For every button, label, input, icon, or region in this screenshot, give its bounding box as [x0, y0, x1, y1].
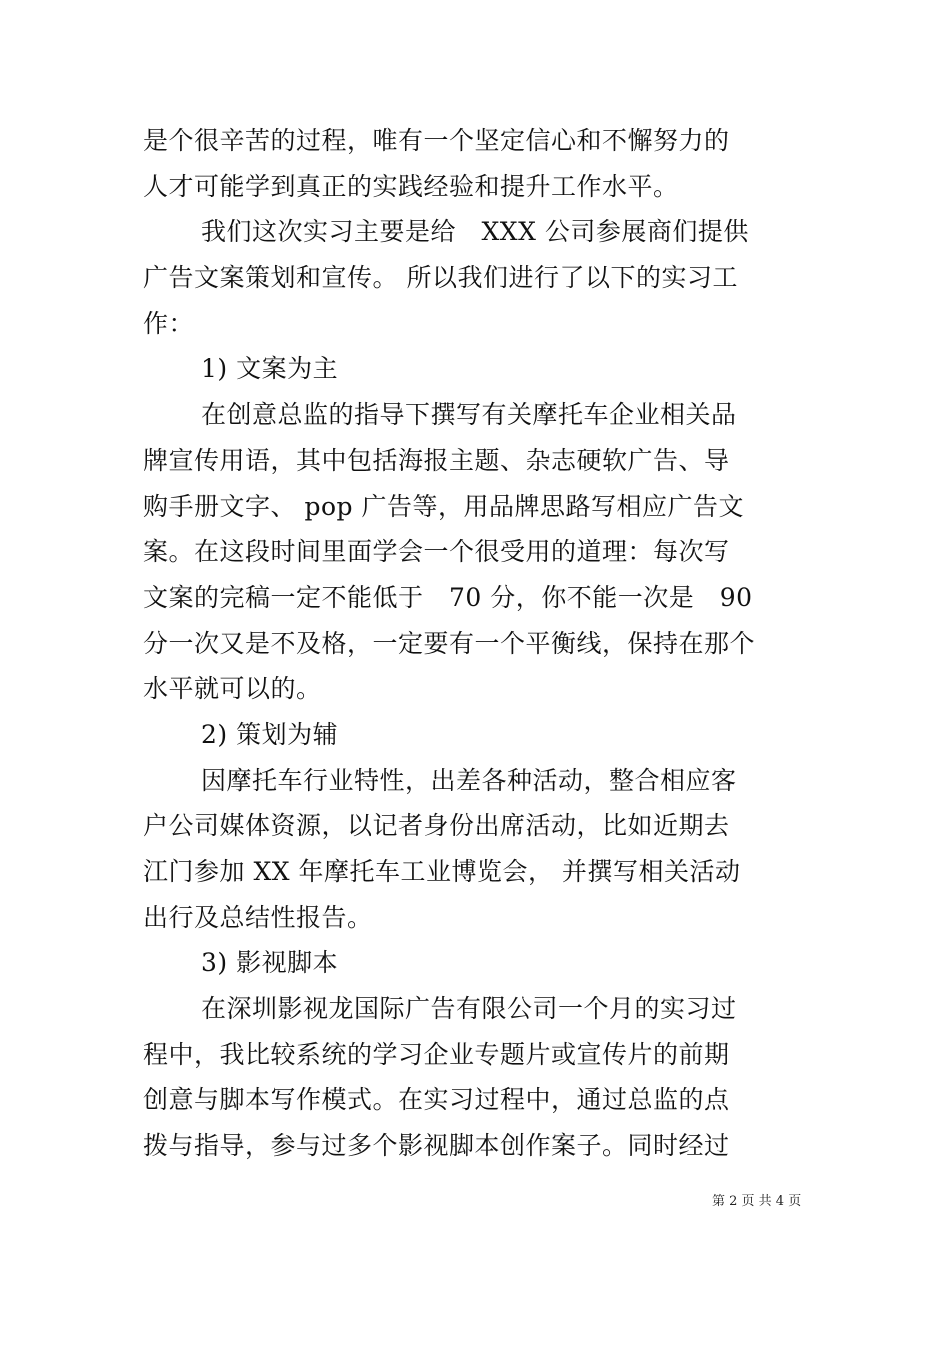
text-line: 分一次又是不及格，一定要有一个平衡线，保持在那个: [143, 628, 756, 658]
text-line: 创意与脚本写作模式。在实习过程中，通过总监的点: [143, 1085, 730, 1115]
text-line: 是个很辛苦的过程，唯有一个坚定信心和不懈努力的: [143, 126, 730, 155]
text-line: 我们这次实习主要是给 XXX 公司参展商们提供: [201, 217, 749, 247]
text-line: 拨与指导，参与过多个影视脚本创作案子。同时经过: [143, 1131, 730, 1161]
section-heading: 1) 文案为主: [201, 354, 339, 384]
text-line: 文案的完稿一定不能低于 70 分，你不能一次是 90: [143, 582, 753, 612]
text-line: 程中，我比较系统的学习企业专题片或宣传片的前期: [143, 1039, 730, 1069]
text-line: 在深圳影视龙国际广告有限公司一个月的实习过: [201, 994, 737, 1024]
section-heading: 2) 策划为辅: [201, 719, 339, 749]
text-line: 案。在这段时间里面学会一个很受用的道理：每次写: [143, 537, 730, 567]
text-line: 水平就可以的。: [143, 674, 322, 704]
text-line: 户公司媒体资源，以记者身份出席活动，比如近期去: [143, 811, 730, 841]
text-line: 牌宣传用语，其中包括海报主题、杂志硬软广告、导: [143, 445, 730, 475]
text-line: 广告文案策划和宣传。 所以我们进行了以下的实习工: [143, 263, 738, 293]
text-line: 作：: [143, 308, 195, 338]
page-number-footer: 第 2 页 共 4 页: [712, 1194, 802, 1209]
text-line: 人才可能学到真正的实践经验和提升工作水平。: [143, 171, 679, 201]
text-line: 在创意总监的指导下撰写有关摩托车企业相关品: [201, 400, 737, 430]
text-line: 出行及总结性报告。: [143, 902, 373, 932]
text-line: 因摩托车行业特性，出差各种活动，整合相应客: [201, 765, 737, 795]
section-heading: 3) 影视脚本: [201, 948, 339, 978]
body-text: [143, 118, 803, 1169]
text-line: 江门参加 XX 年摩托车工业博览会， 并撰写相关活动: [143, 857, 741, 886]
text-line: 购手册文字、 pop 广告等，用品牌思路写相应广告文: [143, 491, 744, 521]
